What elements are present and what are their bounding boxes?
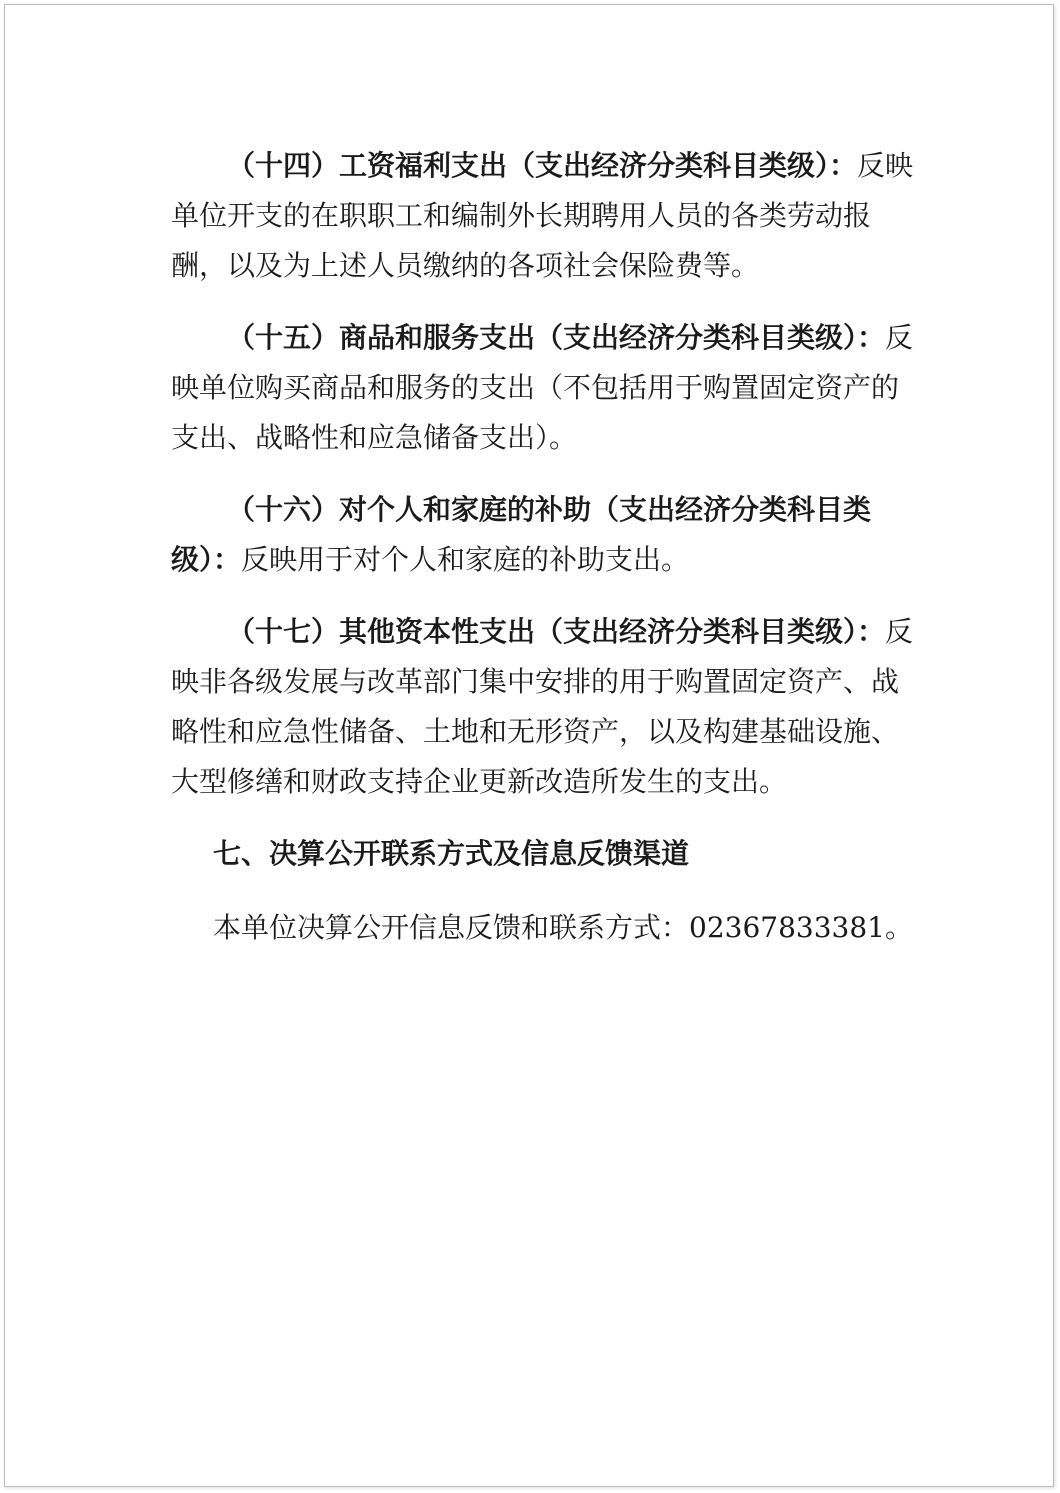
section-body: 反映非各级发展与改革部门集中安排的用于购置固定资产、战略性和应急性储备、土地和无形资产，以及构建基础设施、大型修缮和财政支持企业更新改造所发生的支出。 <box>171 615 914 798</box>
contact-phone: 02367833381 <box>689 911 885 944</box>
section-lead: （十七）其他资本性支出（支出经济分类科目类级）： <box>227 615 886 648</box>
section-body: 反映单位购买商品和服务的支出（不包括用于购置固定资产的支出、战略性和应急储备支出）。 <box>171 321 914 454</box>
section-lead: （十五）商品和服务支出（支出经济分类科目类级）： <box>227 321 886 354</box>
section-wage-welfare <box>171 141 923 291</box>
section-lead: （十四）工资福利支出（支出经济分类科目类级）： <box>227 149 858 182</box>
contact-end: 。 <box>884 911 913 944</box>
document-page <box>4 4 1054 1487</box>
section-goods-services <box>171 313 923 463</box>
section-lead: （十六）对个人和家庭的补助（支出经济分类科目类级）： <box>171 493 872 576</box>
contact-line <box>171 903 923 953</box>
contact-label: 本单位决算公开信息反馈和联系方式： <box>213 911 690 944</box>
section-heading: 七、决算公开联系方式及信息反馈渠道 <box>213 837 690 870</box>
section-other-capital <box>171 607 923 807</box>
section-household-subsidy <box>171 485 923 585</box>
section-body: 反映用于对个人和家庭的补助支出。 <box>241 543 690 576</box>
section-body: 反映单位开支的在职职工和编制外长期聘用人员的各类劳动报酬，以及为上述人员缴纳的各项社会保险费等。 <box>171 149 914 282</box>
document-body <box>171 141 923 953</box>
